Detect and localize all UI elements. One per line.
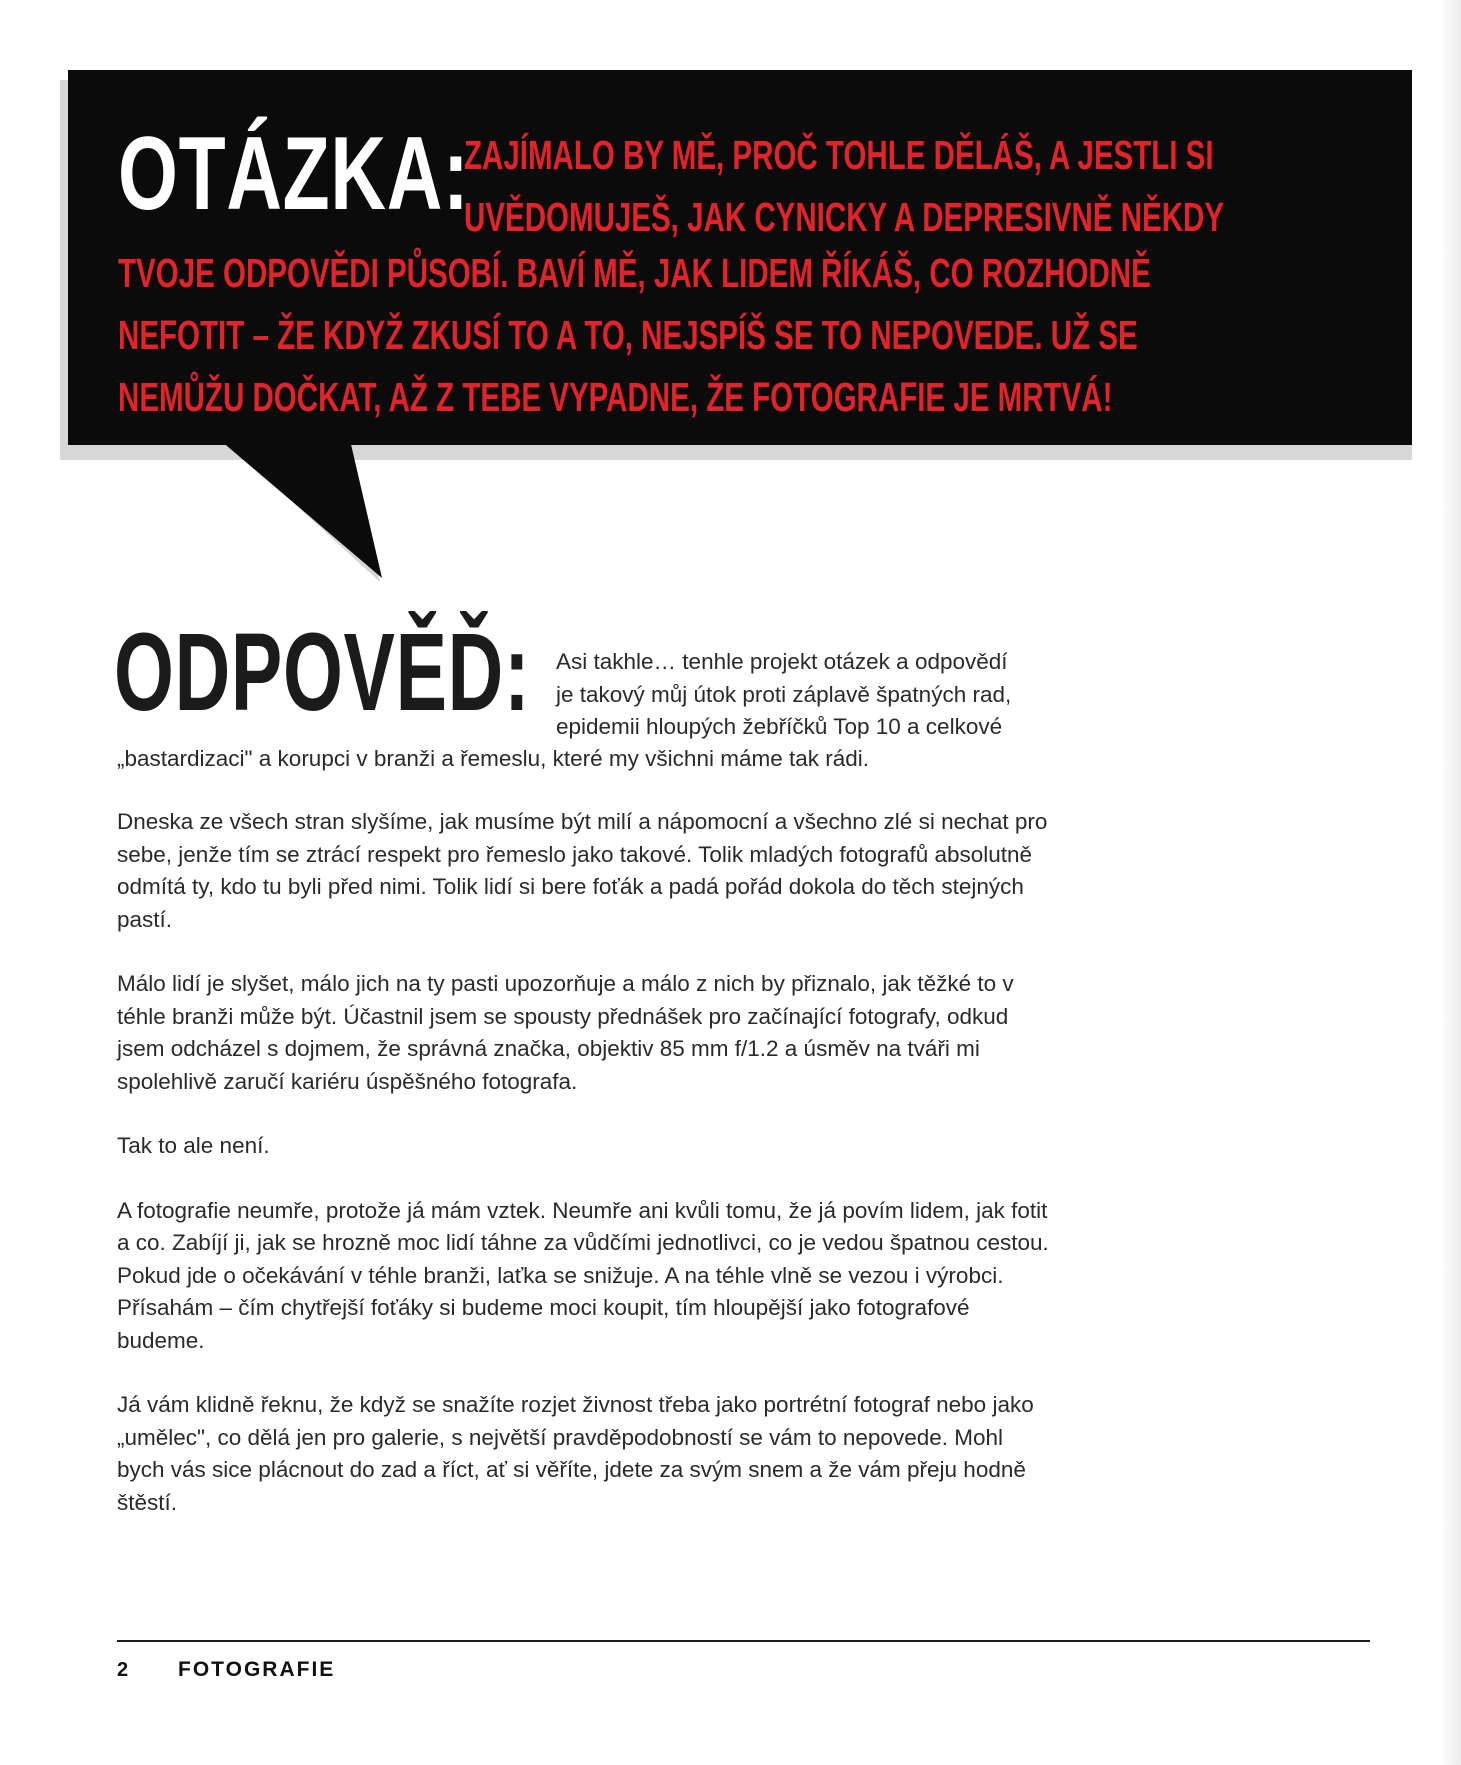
footer-divider — [117, 1640, 1370, 1642]
answer-lead-continuation: „bastardizaci" a korupci v branži a řemeslu, které my všichni máme tak rádi. — [117, 746, 870, 771]
section-title: FOTOGRAFIE — [178, 1658, 336, 1681]
question-line: ZAJÍMALO BY MĚ, PROČ TOHLE DĚLÁŠ, A JESTLI SI — [464, 132, 1214, 178]
page-number: 2 — [117, 1659, 129, 1681]
answer-label: ODPOVĚĎ: — [114, 611, 531, 734]
answer-lead — [556, 646, 1076, 744]
paragraph: Tak to ale není. — [117, 1133, 270, 1158]
paragraph: Dneska ze všech stran slyšíme, jak musíme být milí a nápomocní a všechno zlé si nechat pro sebe, jenže tím se ztrácí respekt pro řemeslo jako takové. Tolik mladých fotografů absolutně odmítá ty, kdo tu byli před nimi. Tolik lidí si bere foťák a padá pořád dokola do těch stejných pastí. — [117, 809, 1048, 932]
question-head-text — [464, 124, 1225, 248]
question-line: TVOJE ODPOVĚDI PŮSOBÍ. BAVÍ MĚ, JAK LIDEM ŘÍKÁŠ, CO ROZHODNĚ — [118, 250, 1151, 296]
paragraph: Málo lidí je slyšet, málo jich na ty pasti upozorňuje a málo z nich by přiznalo, jak těžké to v téhle branži může být. Účastnil jsem se spousty přednášek pro začínající fotografy, odkud jsem odcházel s dojmem, že správná značka, objektiv 85 mm f/1.2 a úsměv na tváři mi spolehlivě zaručí kariéru úspěšného fotografa. — [117, 971, 1014, 1094]
question-line: NEFOTIT – ŽE KDYŽ ZKUSÍ TO A TO, NEJSPÍŠ SE TO NEPOVEDE. UŽ SE — [118, 312, 1138, 358]
answer-body — [117, 806, 1055, 1551]
paragraph: Já vám klidně řeknu, že když se snažíte rozjet živnost třeba jako portrétní fotograf nebo jako „umělec", co dělá jen pro galerie, s největší pravděpodobností se vám to nepovede. Mohl bych vás sice plácnout do zad a říct, ať si věříte, jdete za svým snem a že vám přeju hodně štěstí. — [117, 1392, 1034, 1515]
answer-lead-line: Asi takhle… tenhle projekt otázek a odpovědí — [556, 649, 1008, 674]
answer-lead-line: epidemii hloupých žebříčků Top 10 a celkové — [556, 714, 1003, 739]
question-rest-text — [118, 242, 1151, 428]
question-line: UVĚDOMUJEŠ, JAK CYNICKY A DEPRESIVNĚ NĚKDY — [464, 194, 1225, 240]
answer-lead-line: je takový můj útok proti záplavě špatných rad, — [556, 681, 1012, 707]
question-speech-bubble — [68, 70, 1412, 445]
speech-bubble-tail — [220, 440, 390, 585]
page-edge-shadow — [1439, 0, 1461, 1765]
question-line: NEMŮŽU DOČKAT, AŽ Z TEBE VYPADNE, ŽE FOTOGRAFIE JE MRTVÁ! — [118, 374, 1113, 420]
question-label: OTÁZKA: — [118, 116, 470, 232]
paragraph: A fotografie neumře, protože já mám vztek. Neumře ani kvůli tomu, že já povím lidem, jak fotit a co. Zabíjí ji, jak se hrozně moc lidí táhne za vůdčími jednotlivci, co je vedou špatnou cestou. Pokud jde o očekávání v téhle branži, laťka se snižuje. A na téhle vlně se vezou i výrobci. Přísahám – čím chytřejší foťáky si budeme moci koupit, tím hloupější jako fotografové budeme. — [117, 1197, 1049, 1353]
